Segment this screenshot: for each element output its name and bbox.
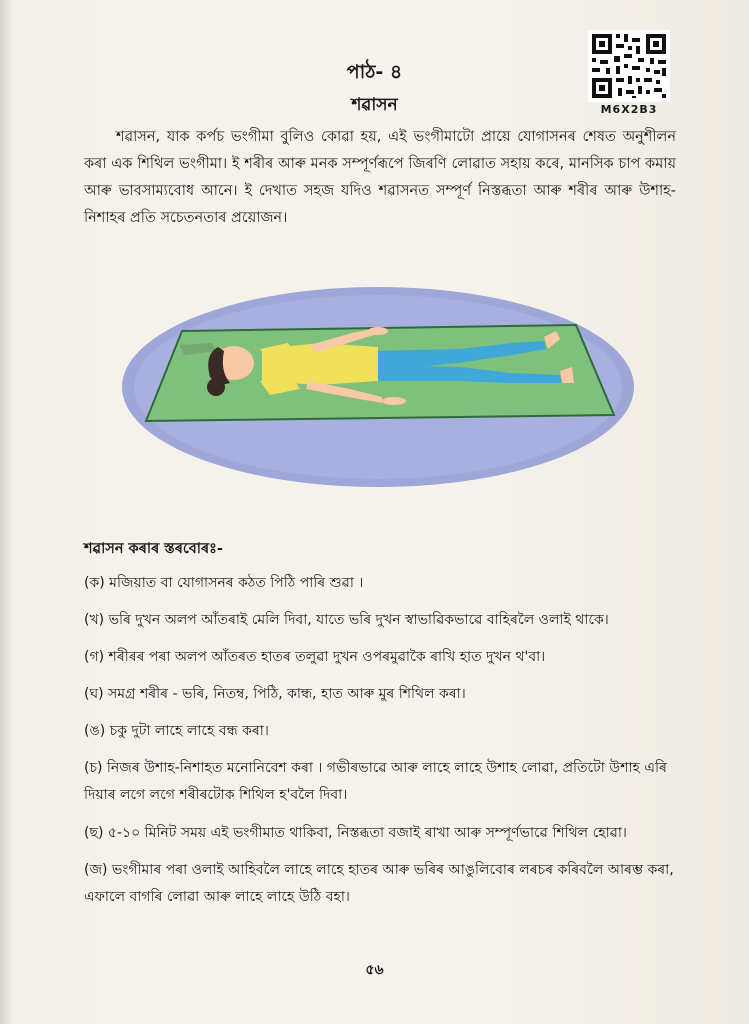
qr-code[interactable] [588, 30, 670, 116]
intro-paragraph: শৱাসন, যাক কৰ্পচ ভংগীমা বুলিও কোৱা হয়, এই ভংগীমাটো প্ৰায়ে যোগাসনৰ শেষত অনুশীলন কৰা এক শিথিল ভংগীমা। ই শৰীৰ আৰু মনক সম্পূৰ্ণৰূপে জিৰণি লোৱাত সহায় কৰে, মানসিক চাপ কমায় আৰু ভাবসাম্যবোধ আনে। ই দেখাত সহজ যদিও শৱাসনত সম্পূৰ্ণ নিস্তব্ধতা আৰু শৰীৰ আৰু উশাহ-নিশাহৰ প্ৰতি সচেতনতাৰ প্ৰয়োজন। [84, 129, 676, 226]
step-item: (চ) নিজৰ উশাহ-নিশাহত মনোনিবেশ কৰা । গভীৰভাৱে আৰু লাহে লাহে উশাহ লোৱা, প্ৰতিটো উশাহ এৰি দিয়াৰ লগে লগে শৰীৰটোক শিথিল হ'বলৈ দিবা। [84, 760, 667, 803]
step-item: (ছ) ৫-১০ মিনিট সময় এই ভংগীমাত থাকিবা, নিস্তব্ধতা বজাই ৰাখা আৰু সম্পূৰ্ণভাৱে শিথিল হোৱা। [84, 825, 627, 841]
steps-list [84, 570, 684, 922]
step-item: (খ) ভৰি দুখন অলপ আঁতৰাই মেলি দিবা, যাতে ভৰি দুখন স্বাভাৱিকভাৱে বাহিৰলৈ ওলাই থাকে। [84, 612, 609, 628]
qr-code-icon [588, 30, 670, 102]
step-item: (জ) ভংগীমাৰ পৰা ওলাই আহিবলৈ লাহে লাহে হাতৰ আৰু ভৰিৰ আঙুলিবোৰ লৰচৰ কৰিবলৈ আৰম্ভ কৰা, এফালে বাগৰি লোৱা আৰু লাহে লাহে উঠি বহা। [84, 862, 674, 905]
page-number: ৫৬ [365, 962, 384, 978]
shavasana-illustration [120, 285, 636, 489]
step-item: (ক) মজিয়াত বা যোগাসনৰ কঠত পিঠি পাৰি শুৱা । [84, 575, 364, 591]
qr-code-label: M6X2B3 [600, 103, 658, 116]
pose-title: শৱাসন [351, 95, 398, 115]
step-item: (গ) শৰীৰৰ পৰা অলপ আঁতৰত হাতৰ তলুৱা দুখন ওপৰমুৱাকৈ ৰাখি হাত দুখন থ'বা। [84, 649, 546, 665]
step-item: (ঘ) সমগ্ৰ শৰীৰ - ভৰি, নিতম্ব, পিঠি, কান্ধ, হাত আৰু মুৰ শিথিল কৰা। [84, 686, 466, 702]
steps-heading: শৱাসন কৰাৰ স্তৰবোৰঃ- [84, 541, 223, 557]
lesson-title: পাঠ- ৪ [346, 61, 403, 83]
step-item: (ঙ) চকু দুটা লাহে লাহে বন্ধ কৰা। [84, 723, 269, 739]
